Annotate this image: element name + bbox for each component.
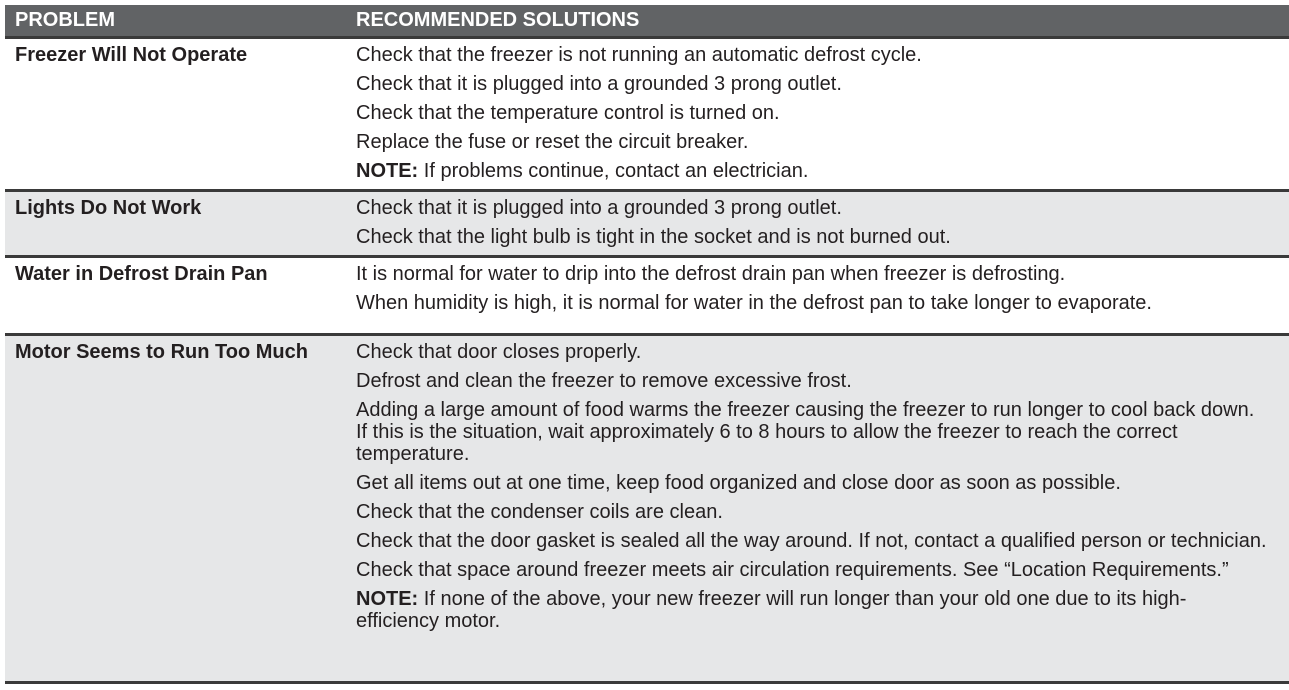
problem-cell: Water in Defrost Drain Pan (15, 263, 268, 285)
solution-item: Check that door closes properly. (356, 341, 642, 363)
solution-item: Replace the fuse or reset the circuit breaker. (356, 131, 749, 153)
solution-item: Adding a large amount of food warms the freezer causing the freezer to run longer to cool back down. If this is the situation, wait approximately 6 to 8 hours to allow the freezer to reach the correct temperature. (356, 399, 1255, 465)
note-label: NOTE: (356, 588, 419, 610)
solution-item: Check that the light bulb is tight in the socket and is not burned out. (356, 226, 951, 248)
solutions-cell (356, 192, 1289, 255)
solution-item: NOTE: If problems continue, contact an electrician. (356, 160, 809, 182)
solution-item: Defrost and clean the freezer to remove excessive frost. (356, 370, 852, 392)
solution-item: Check that space around freezer meets air circulation requirements. See “Location Requirements.” (356, 559, 1229, 581)
solution-item: Check that the temperature control is turned on. (356, 102, 780, 124)
solution-item: Check that the door gasket is sealed all the way around. If not, contact a qualified person or technician. (356, 530, 1267, 552)
solution-item: When humidity is high, it is normal for water in the defrost pan to take longer to evaporate. (356, 292, 1152, 314)
solution-item: Check that the freezer is not running an automatic defrost cycle. (356, 44, 922, 66)
solutions-cell (356, 39, 1289, 189)
troubleshooting-table (5, 5, 1289, 684)
problem-cell: Lights Do Not Work (15, 197, 202, 219)
solution-item: Check that it is plugged into a grounded 3 prong outlet. (356, 73, 842, 95)
header-problem: PROBLEM (15, 9, 115, 31)
problem-cell: Motor Seems to Run Too Much (15, 341, 308, 363)
table-row (5, 258, 1289, 336)
solution-item: Check that the condenser coils are clean. (356, 501, 723, 523)
problem-cell: Freezer Will Not Operate (15, 44, 248, 66)
table-row (5, 336, 1289, 684)
header-solutions: RECOMMENDED SOLUTIONS (356, 9, 640, 31)
solution-item: Check that it is plugged into a grounded 3 prong outlet. (356, 197, 842, 219)
solutions-cell (356, 258, 1289, 333)
table-row (5, 39, 1289, 192)
solution-item: It is normal for water to drip into the defrost drain pan when freezer is defrosting. (356, 263, 1066, 285)
solution-item: NOTE: If none of the above, your new freezer will run longer than your old one due to its high-efficiency motor. (356, 588, 1187, 632)
solution-item: Get all items out at one time, keep food organized and close door as soon as possible. (356, 472, 1121, 494)
solutions-cell (356, 336, 1289, 681)
table-row (5, 192, 1289, 258)
note-label: NOTE: (356, 160, 419, 182)
table-header (5, 5, 1289, 39)
